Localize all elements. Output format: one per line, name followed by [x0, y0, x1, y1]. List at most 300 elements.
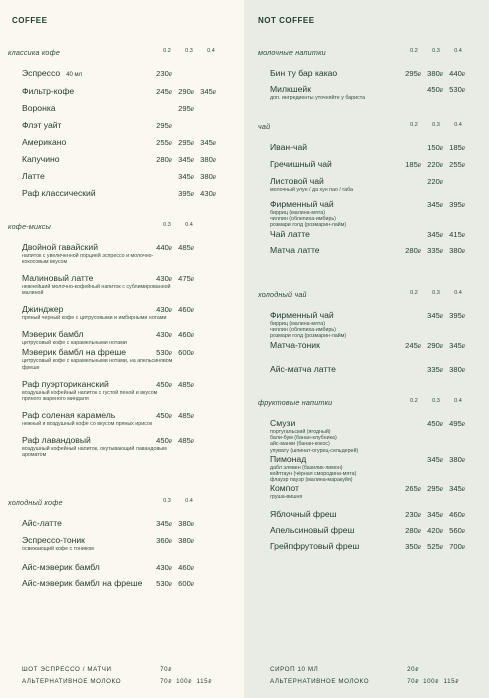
extras-row: [244, 678, 489, 690]
item-name-text: Фирменный чай: [270, 310, 334, 320]
price: [443, 229, 465, 242]
price: [172, 304, 194, 317]
item-prices: [150, 535, 194, 548]
menu-item: [22, 154, 244, 165]
price: [443, 245, 465, 258]
currency-symbol: ₽: [168, 522, 172, 528]
item-description: пряный черный кофе с цитрусовыми и имбирными нотами: [22, 315, 167, 322]
price-value: 150: [427, 143, 440, 152]
price-value: 255: [449, 160, 462, 169]
price-value: 245: [156, 87, 169, 96]
item-name: [22, 535, 244, 546]
menu-item: [22, 347, 244, 370]
section-header: [244, 398, 489, 412]
item-name-text: Латте: [22, 171, 45, 181]
price: [421, 142, 443, 155]
item-prices: [150, 304, 194, 317]
size-label: 0.3: [432, 398, 440, 404]
menu-footer: [244, 666, 489, 690]
price-value: 485: [178, 435, 191, 445]
section-header: [244, 48, 489, 62]
price-value: 700: [449, 542, 462, 552]
item-name-text: Грейпфрутовый фреш: [270, 541, 360, 552]
item-prices: [150, 410, 194, 423]
item-prices: [150, 103, 216, 116]
currency-symbol: ₽: [439, 422, 443, 428]
currency-symbol: ₽: [190, 438, 194, 445]
menu-item: [22, 86, 244, 97]
price: [172, 242, 194, 255]
price-value: 460: [178, 563, 191, 572]
currency-symbol: ₽: [168, 539, 172, 545]
item-prices: [399, 159, 465, 172]
item-name-text: Эспрессо: [22, 68, 61, 78]
price-value: 100: [176, 678, 189, 685]
section-title: классика кофе: [8, 48, 61, 57]
item-name: [22, 242, 244, 253]
currency-symbol: ₽: [168, 308, 172, 315]
item-prices: [150, 273, 194, 286]
item-name-text: Гречишный чай: [270, 159, 332, 169]
currency-symbol: ₽: [208, 679, 212, 685]
price: [421, 159, 443, 172]
column-title: NOT COFFEE: [258, 16, 315, 25]
price-value: 450: [427, 419, 440, 428]
menu-item: [22, 578, 244, 589]
item-description: нежный и воздушный кофе со вкусом пряных ирисок: [22, 420, 153, 427]
currency-symbol: ₽: [439, 203, 443, 209]
currency-symbol: ₽: [168, 582, 172, 588]
item-prices: [150, 329, 194, 342]
currency-symbol: ₽: [417, 248, 421, 255]
price-value: 600: [178, 579, 191, 588]
section-header: [244, 122, 489, 136]
size-label: 0.3: [432, 290, 440, 296]
item-name-text: Айс-латте: [22, 518, 62, 528]
item-name-text: Раф лавандовый: [22, 434, 91, 445]
price: [172, 535, 194, 548]
menu-section: [244, 398, 489, 552]
item-name: [22, 329, 244, 340]
item-name: [22, 578, 244, 589]
currency-symbol: ₽: [190, 141, 194, 147]
price: [421, 68, 443, 81]
price-value: 115: [196, 678, 209, 685]
price-value: 380: [449, 364, 462, 374]
menu-item: [22, 242, 244, 265]
currency-symbol: ₽: [417, 487, 421, 494]
currency-symbol: ₽: [168, 667, 172, 673]
item-description: нежнейший молочно-кофейный напиток с сублимированной малиной: [22, 284, 171, 297]
currency-symbol: ₽: [461, 203, 465, 209]
price: [443, 525, 465, 538]
currency-symbol: ₽: [417, 72, 421, 78]
price: [421, 483, 443, 496]
menu-item: [22, 171, 244, 182]
price: [421, 245, 443, 258]
menu-item: [270, 245, 489, 256]
menu-item: [22, 273, 244, 296]
currency-symbol: ₽: [439, 367, 443, 374]
size-label: 0.2: [163, 48, 171, 54]
currency-symbol: ₽: [461, 367, 465, 374]
currency-symbol: ₽: [461, 88, 465, 94]
menu-item: [270, 364, 489, 375]
price: [421, 541, 443, 554]
price-value: 220: [427, 160, 440, 169]
item-prices: [399, 418, 465, 431]
menu-item: [270, 454, 489, 484]
price-value: 380: [200, 155, 213, 164]
price-value: 230: [156, 69, 169, 78]
currency-symbol: ₽: [417, 545, 421, 552]
item-prices: [150, 347, 194, 360]
currency-symbol: ₽: [212, 175, 216, 181]
currency-symbol: ₽: [461, 529, 465, 536]
item-description: цитрусовый кофе с карамельными нотами, на апельсиновом фреше: [22, 358, 173, 371]
size-labels: [403, 48, 469, 54]
section-title: фруктовые напитки: [258, 398, 333, 407]
price-value: 280: [405, 526, 418, 536]
not-coffee-column: [244, 0, 489, 698]
menu-section: [0, 48, 244, 199]
currency-symbol: ₽: [439, 529, 443, 536]
price-value: 20: [407, 666, 416, 673]
price: [443, 199, 465, 212]
item-name-text: Флэт уайт: [22, 120, 62, 130]
item-name-text: Эспрессо-тоник: [22, 535, 85, 545]
item-prices: [399, 541, 465, 554]
menu-item: [270, 483, 489, 500]
price-value: 295: [178, 104, 191, 113]
currency-symbol: ₽: [439, 180, 443, 186]
item-description: воздушный кофейный напиток с густой пеной и вкусом пряного жареного миндаля: [22, 389, 158, 402]
price: [172, 103, 194, 116]
size-labels: [156, 222, 200, 228]
item-prices: [399, 245, 465, 258]
size-label: 0.3: [163, 222, 171, 228]
price-value: 380: [449, 245, 462, 255]
menu-item: [22, 68, 244, 81]
item-prices: [150, 154, 216, 167]
menu-item: [22, 188, 244, 199]
extras-label: ШОТ ЭСПРЕССО / МАТЧИ: [22, 666, 112, 673]
size-label: 0.2: [410, 48, 418, 54]
size-label: 0.4: [185, 222, 193, 228]
currency-symbol: ₽: [190, 333, 194, 340]
currency-symbol: ₽: [190, 90, 194, 96]
currency-symbol: ₽: [168, 566, 172, 572]
price-value: 380: [427, 69, 440, 78]
size-labels: [156, 48, 222, 54]
size-labels: [403, 398, 469, 404]
price-value: 265: [405, 484, 418, 494]
size-label: 0.3: [432, 122, 440, 128]
price-value: 280: [156, 155, 169, 164]
price-value: 345: [427, 200, 440, 209]
currency-symbol: ₽: [439, 146, 443, 152]
price: [172, 154, 194, 167]
price-value: 115: [443, 678, 456, 685]
menu-item: [270, 541, 489, 552]
price-value: 475: [178, 274, 191, 284]
currency-symbol: ₽: [190, 351, 194, 358]
section-header: [0, 498, 244, 512]
price: [150, 68, 172, 81]
section-title: чай: [258, 122, 271, 131]
price: [150, 578, 172, 591]
currency-symbol: ₽: [168, 124, 172, 130]
price: [172, 410, 194, 423]
section-header: [0, 48, 244, 62]
price: [172, 518, 194, 531]
item-description: груша-вишня: [270, 494, 303, 501]
price: [421, 364, 443, 377]
item-prices: [150, 518, 194, 531]
price: [172, 347, 194, 360]
price-value: 525: [427, 542, 440, 552]
price-value: 280: [405, 245, 418, 255]
price: [421, 509, 443, 522]
price-value: 345: [427, 311, 440, 320]
price: [172, 86, 194, 99]
currency-symbol: ₽: [461, 146, 465, 152]
item-prices: [399, 229, 465, 242]
item-prices: [150, 86, 216, 99]
price: [194, 171, 216, 184]
price: [150, 535, 172, 548]
size-label: 0.3: [432, 48, 440, 54]
item-name: [22, 435, 244, 446]
section-title: кофе-миксы: [8, 222, 51, 231]
price-value: 600: [178, 348, 191, 358]
currency-symbol: ₽: [212, 192, 216, 198]
currency-symbol: ₽: [461, 343, 465, 350]
price: [443, 84, 465, 97]
currency-symbol: ₽: [439, 72, 443, 78]
item-prices: [150, 562, 194, 575]
price: [399, 159, 421, 172]
currency-symbol: ₽: [190, 192, 194, 198]
menu-item: [22, 535, 244, 552]
item-prices: [399, 364, 465, 377]
price-value: 295: [427, 484, 440, 494]
price: [172, 171, 194, 184]
price-value: 70: [160, 678, 169, 685]
price: [443, 340, 465, 353]
currency-symbol: ₽: [439, 163, 443, 169]
currency-symbol: ₽: [461, 232, 465, 239]
price: [421, 176, 443, 189]
price-value: 350: [405, 542, 418, 552]
item-name-text: Двойной гавайский: [22, 242, 99, 252]
size-label: 0.4: [454, 290, 462, 296]
currency-symbol: ₽: [439, 232, 443, 239]
currency-symbol: ₽: [417, 513, 421, 520]
menu-section: [244, 122, 489, 256]
currency-symbol: ₽: [190, 582, 194, 588]
price-value: 70: [407, 678, 416, 685]
currency-symbol: ₽: [190, 382, 194, 389]
currency-symbol: ₽: [190, 566, 194, 572]
currency-symbol: ₽: [439, 545, 443, 552]
price: [399, 509, 421, 522]
price: [172, 678, 192, 685]
item-name-text: Яблочный фреш: [270, 509, 337, 520]
price-value: 415: [449, 229, 462, 239]
item-prices: [399, 199, 465, 212]
item-name-text: Матча латте: [270, 244, 320, 255]
item-name-text: Мэверик бамбл на фреше: [22, 347, 127, 358]
currency-symbol: ₽: [190, 277, 194, 284]
price-value: 335: [427, 245, 440, 255]
price-value: 395: [178, 189, 191, 198]
currency-symbol: ₽: [461, 314, 465, 320]
menu-item: [270, 84, 489, 101]
item-prices: [399, 483, 465, 496]
currency-symbol: ₽: [417, 529, 421, 536]
item-name-text: Чай латте: [270, 228, 310, 239]
size-label: 0.4: [207, 48, 215, 54]
price-value: 420: [427, 526, 440, 536]
item-name-text: Фильтр-кофе: [22, 86, 75, 96]
menu-item: [22, 103, 244, 114]
currency-symbol: ₽: [435, 679, 439, 685]
price: [172, 379, 194, 392]
currency-symbol: ₽: [417, 343, 421, 350]
size-label: 0.4: [185, 498, 193, 504]
extras-prices: [152, 678, 212, 685]
currency-symbol: ₽: [439, 487, 443, 494]
currency-symbol: ₽: [212, 158, 216, 164]
price: [421, 340, 443, 353]
size-label: 0.2: [410, 122, 418, 128]
price-value: 220: [427, 177, 440, 186]
price: [172, 435, 194, 448]
item-name-text: Пимонад: [270, 453, 307, 464]
price: [172, 273, 194, 286]
menu-section: [244, 48, 489, 101]
price-value: 460: [449, 510, 462, 520]
price-value: 245: [405, 340, 418, 350]
price-value: 395: [449, 200, 462, 209]
currency-symbol: ₽: [190, 539, 194, 545]
price-value: 345: [449, 484, 462, 494]
currency-symbol: ₽: [190, 107, 194, 113]
currency-symbol: ₽: [461, 163, 465, 169]
item-name-text: Бин ту бар какао: [270, 68, 338, 78]
price: [172, 562, 194, 575]
price: [399, 525, 421, 538]
item-name-text: Джинджер: [22, 304, 64, 315]
price: [443, 68, 465, 81]
price-value: 485: [178, 379, 191, 389]
price: [399, 68, 421, 81]
currency-symbol: ₽: [212, 141, 216, 147]
item-description: молочный улун / да хун пао / габа: [270, 187, 353, 193]
extras-row: [0, 666, 244, 678]
price-value: 380: [178, 536, 191, 545]
currency-symbol: ₽: [439, 343, 443, 350]
price: [150, 562, 172, 575]
price: [421, 525, 443, 538]
item-name-text: Фирменный чай: [270, 199, 334, 209]
currency-symbol: ₽: [168, 351, 172, 358]
price: [172, 578, 194, 591]
size-labels: [156, 498, 200, 504]
price: [150, 379, 172, 392]
price: [150, 304, 172, 317]
item-prices: [399, 68, 465, 81]
currency-symbol: ₽: [190, 308, 194, 315]
size-labels: [403, 290, 469, 296]
currency-symbol: ₽: [415, 679, 419, 685]
price: [443, 159, 465, 172]
currency-symbol: ₽: [439, 248, 443, 255]
price-value: 345: [200, 87, 213, 96]
item-name-text: Воронка: [22, 103, 56, 113]
price-value: 380: [178, 519, 191, 528]
menu-item: [270, 418, 489, 454]
price-value: 460: [178, 330, 191, 340]
item-prices: [399, 84, 465, 97]
price: [194, 154, 216, 167]
menu-item: [22, 137, 244, 148]
item-name-text: Милкшейк: [270, 84, 311, 94]
currency-symbol: ₽: [168, 438, 172, 445]
menu-footer: [0, 666, 244, 690]
currency-symbol: ₽: [212, 90, 216, 96]
item-prices: [150, 242, 194, 255]
currency-symbol: ₽: [168, 679, 172, 685]
price: [172, 329, 194, 342]
price-value: 450: [156, 410, 169, 420]
item-name-text: Смузи: [270, 418, 296, 428]
item-prices: [150, 68, 216, 81]
menu-item: [22, 410, 244, 427]
price-value: 70: [160, 666, 169, 673]
section-title: холодный чай: [258, 290, 307, 299]
price-value: 430: [156, 305, 169, 315]
menu-section: [0, 498, 244, 589]
item-prices: [399, 454, 465, 467]
currency-symbol: ₽: [461, 457, 465, 464]
price-value: 495: [449, 419, 462, 428]
price: [399, 666, 419, 673]
item-name-text: Раф соленая карамель: [22, 409, 116, 420]
price-value: 345: [200, 138, 213, 147]
price-value: 345: [156, 519, 169, 528]
price-value: 440: [449, 69, 462, 78]
price-value: 430: [156, 563, 169, 572]
currency-symbol: ₽: [461, 545, 465, 552]
price-value: 335: [427, 364, 440, 374]
price: [150, 518, 172, 531]
currency-symbol: ₽: [168, 246, 172, 252]
price-value: 380: [200, 172, 213, 181]
price-value: 450: [156, 435, 169, 445]
price-value: 360: [156, 536, 169, 545]
price: [443, 483, 465, 496]
currency-symbol: ₽: [190, 246, 194, 252]
menu-item: [270, 525, 489, 536]
price: [150, 137, 172, 150]
item-name: [22, 347, 244, 358]
item-name: [22, 562, 244, 573]
price-value: 295: [156, 121, 169, 130]
currency-symbol: ₽: [439, 88, 443, 94]
menu-item: [270, 509, 489, 520]
